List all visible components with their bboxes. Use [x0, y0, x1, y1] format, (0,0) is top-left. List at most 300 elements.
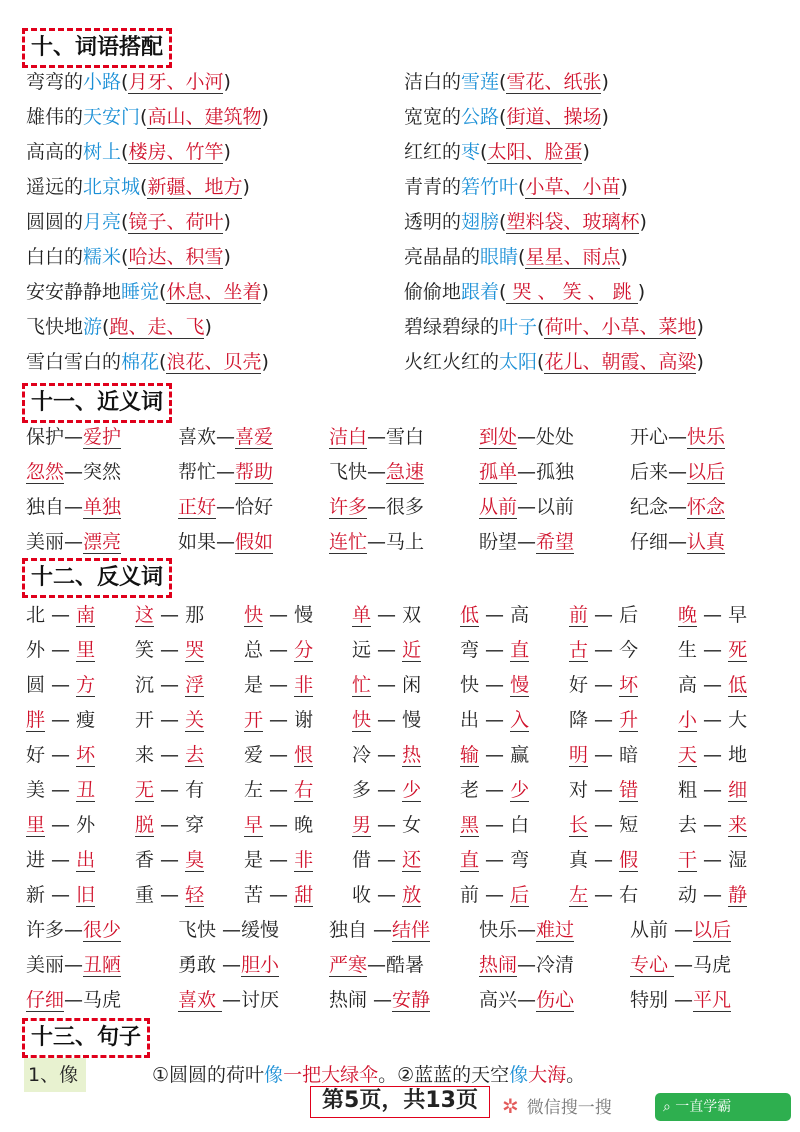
antonym-pair: [678, 808, 747, 842]
synonym-word: 喜欢: [178, 426, 217, 448]
antonym-word-pair: [479, 983, 574, 1017]
antonym-word: 开: [135, 709, 155, 731]
collocation-answer: 雪花、纸张: [506, 71, 602, 93]
synonym-word: 到处: [479, 426, 518, 448]
antonym-pair: [135, 773, 204, 807]
antonym-pair: [569, 598, 638, 632]
synonym-word: 假如: [235, 531, 274, 553]
synonym-word: 快乐: [687, 426, 726, 448]
synonym-word: 洁白: [329, 426, 368, 448]
collocation-item: [26, 205, 231, 239]
antonym-dash: —: [263, 814, 295, 836]
antonym-word: 假: [619, 849, 639, 871]
antonym-pair: [26, 843, 95, 877]
antonym-word-dash: —: [64, 989, 84, 1011]
sentence-text: 。: [566, 1064, 586, 1086]
collocation-answer: 小草、小苗: [525, 176, 621, 198]
antonym-pair: [26, 808, 95, 842]
antonym-word: 笑: [135, 639, 155, 661]
antonym-word: 左: [569, 884, 589, 906]
antonym-dash: —: [697, 814, 729, 836]
synonym-dash: —: [367, 426, 387, 448]
collocation-prefix: 白白的: [26, 246, 84, 268]
antonym-word: 还: [402, 849, 422, 871]
synonym-word: 以后: [687, 461, 726, 483]
collocation-answer: 荷叶、小草、菜地: [544, 316, 697, 338]
antonym-word: 慢: [294, 604, 314, 626]
antonym-word-word: 飞快: [178, 919, 223, 941]
antonym-pair: [569, 703, 638, 737]
antonym-word: 弯: [510, 849, 530, 871]
collocation-item: [26, 240, 231, 274]
antonym-word: 非: [294, 674, 314, 696]
synonym-pair: [630, 490, 725, 524]
antonym-dash: —: [45, 639, 77, 661]
collocation-prefix: 偷偷地: [404, 281, 462, 303]
antonym-word: 降: [569, 709, 589, 731]
antonym-word-word: 高兴: [479, 989, 518, 1011]
collocation-item: [26, 65, 231, 99]
antonym-pair: [135, 878, 204, 912]
antonym-word: 来: [135, 744, 155, 766]
antonym-pair: [352, 808, 421, 842]
wechat-search-text: 微信搜一搜: [526, 1098, 612, 1118]
antonym-word-dash: —: [674, 954, 694, 976]
paren-open: (: [537, 316, 545, 338]
collocation-prefix: 飞快地: [26, 316, 84, 338]
antonym-dash: —: [45, 674, 77, 696]
antonym-word-word: 胆小: [241, 954, 280, 976]
antonym-word-pair: [479, 913, 574, 947]
collocation-noun: 月亮: [83, 211, 122, 233]
antonym-word: 北: [26, 604, 46, 626]
antonym-dash: —: [588, 884, 620, 906]
antonym-pair: [135, 633, 204, 667]
paren-close: ): [223, 141, 231, 163]
antonym-pair: [352, 633, 421, 667]
antonym-pair: [26, 878, 95, 912]
antonym-pair: [135, 738, 204, 772]
antonym-word: 脱: [135, 814, 155, 836]
antonym-word: 天: [678, 744, 698, 766]
antonym-word: 香: [135, 849, 155, 871]
antonym-word: 低: [728, 674, 748, 696]
antonym-dash: —: [588, 674, 620, 696]
antonym-pair: [460, 668, 529, 702]
antonym-row: [26, 878, 786, 912]
paren-close: ): [620, 176, 628, 198]
collocation-row: [26, 240, 786, 274]
synonym-dash: —: [517, 531, 537, 553]
synonym-pair: [26, 525, 121, 559]
collocation-item: [404, 135, 590, 169]
synonym-dash: —: [517, 496, 537, 518]
synonym-dash: —: [367, 496, 387, 518]
search-button[interactable]: [655, 1093, 791, 1121]
synonym-pair: [479, 455, 574, 489]
antonym-word-word: 平凡: [693, 989, 732, 1011]
collocation-prefix: 火红火红的: [404, 351, 500, 373]
antonym-dash: —: [371, 639, 403, 661]
synonym-pair: [479, 420, 574, 454]
sentence-label: 1、像: [24, 1058, 86, 1092]
antonym-word-word: 结伴: [392, 919, 431, 941]
antonym-word-word: 冷清: [536, 954, 575, 976]
antonym-word-dash: —: [373, 989, 393, 1011]
antonym-pair: [244, 633, 313, 667]
antonym-word: 外: [76, 814, 96, 836]
collocation-item: [404, 240, 628, 274]
paren-open: (: [499, 281, 507, 303]
antonym-dash: —: [371, 849, 403, 871]
antonym-word-pair: [329, 913, 430, 947]
antonym-word: 冷: [352, 744, 372, 766]
antonym-word: 瘦: [76, 709, 96, 731]
antonym-word: 白: [510, 814, 530, 836]
antonym-dash: —: [371, 884, 403, 906]
antonym-word-pair: [26, 948, 121, 982]
antonym-dash: —: [154, 814, 186, 836]
antonym-word-word: 很少: [83, 919, 122, 941]
wechat-search-logo-icon: ✲: [502, 1094, 519, 1118]
antonym-pair: [460, 808, 529, 842]
paren-close: ): [261, 281, 269, 303]
antonym-word: 弯: [460, 639, 480, 661]
antonym-pair: [244, 843, 313, 877]
paren-open: (: [121, 71, 129, 93]
paren-close: ): [261, 106, 269, 128]
antonym-word: 后: [510, 884, 530, 906]
antonym-pair: [26, 668, 95, 702]
synonym-word: 爱护: [83, 426, 122, 448]
paren-open: (: [499, 71, 507, 93]
antonym-dash: —: [479, 884, 511, 906]
antonym-pair: [678, 703, 747, 737]
collocation-item: [26, 275, 269, 309]
synonym-word: 怀念: [687, 496, 726, 518]
paren-close: ): [204, 316, 212, 338]
antonym-word: 直: [460, 849, 480, 871]
antonym-row: [26, 633, 786, 667]
collocation-item: [404, 170, 628, 204]
synonym-pair: [178, 455, 273, 489]
antonym-word-dash: —: [222, 989, 242, 1011]
antonym-word: 这: [135, 604, 155, 626]
antonym-word-dash: —: [373, 919, 393, 941]
synonym-dash: —: [668, 426, 688, 448]
antonym-word: 细: [728, 779, 748, 801]
antonym-dash: —: [371, 709, 403, 731]
antonym-word-dash: —: [222, 919, 242, 941]
antonym-dash: —: [588, 849, 620, 871]
antonym-word-word: 安静: [392, 989, 431, 1011]
antonym-word: 哭: [185, 639, 205, 661]
antonym-dash: —: [479, 779, 511, 801]
antonym-word-word: 从前: [630, 919, 675, 941]
synonym-dash: —: [64, 531, 84, 553]
collocation-prefix: 雪白雪白的: [26, 351, 122, 373]
paren-close: ): [637, 281, 646, 303]
synonym-word: 孤独: [536, 461, 575, 483]
antonym-pair: [244, 773, 313, 807]
paren-open: (: [159, 281, 167, 303]
antonym-word: 少: [510, 779, 530, 801]
antonym-word: 好: [26, 744, 46, 766]
antonym-dash: —: [371, 814, 403, 836]
heading-10: 十、词语搭配: [22, 28, 172, 68]
antonym-word: 单: [352, 604, 372, 626]
antonym-word: 升: [619, 709, 639, 731]
collocation-row: [26, 345, 786, 379]
antonym-word: 晚: [678, 604, 698, 626]
antonym-dash: —: [45, 884, 77, 906]
antonym-word-pair: [479, 948, 574, 982]
antonym-word: 入: [510, 709, 530, 731]
antonym-row: [26, 808, 786, 842]
antonym-pair: [244, 598, 313, 632]
antonym-pair: [460, 633, 529, 667]
antonym-word: 那: [185, 604, 205, 626]
collocation-prefix: 雄伟的: [26, 106, 84, 128]
sentence-text: ①圆圆的荷叶: [152, 1064, 265, 1086]
antonym-dash: —: [154, 674, 186, 696]
antonym-word: 低: [460, 604, 480, 626]
collocation-prefix: 透明的: [404, 211, 462, 233]
antonym-word: 坏: [619, 674, 639, 696]
heading-11: 十一、近义词: [22, 383, 172, 423]
antonym-word-word: 严寒: [329, 954, 368, 976]
collocation-answer: 月牙、小河: [128, 71, 224, 93]
antonym-pair: [569, 773, 638, 807]
antonym-word: 热: [402, 744, 422, 766]
synonym-dash: —: [517, 461, 537, 483]
antonym-word-pair: [178, 983, 279, 1017]
antonym-pair: [678, 738, 747, 772]
collocation-noun: 天安门: [83, 106, 141, 128]
antonym-word-pair: [329, 983, 430, 1017]
collocation-prefix: 安安静静地: [26, 281, 122, 303]
antonym-pair: [678, 598, 747, 632]
antonym-row: [26, 703, 786, 737]
antonym-dash: —: [588, 709, 620, 731]
antonym-word-pair: [329, 948, 424, 982]
antonym-word-dash: —: [64, 919, 84, 941]
antonym-word: 关: [185, 709, 205, 731]
antonym-pair: [460, 878, 529, 912]
antonym-word: 出: [76, 849, 96, 871]
antonym-word-word: 丑陋: [83, 954, 122, 976]
collocation-noun: 棉花: [121, 351, 160, 373]
antonym-word: 右: [294, 779, 314, 801]
antonym-word: 总: [244, 639, 264, 661]
antonym-pair: [460, 598, 529, 632]
collocation-item: [404, 205, 647, 239]
antonym-word: 放: [402, 884, 422, 906]
antonym-dash: —: [588, 779, 620, 801]
antonym-dash: —: [479, 744, 511, 766]
antonym-word: 圆: [26, 674, 46, 696]
paren-close: ): [620, 246, 628, 268]
antonym-word: 赢: [510, 744, 530, 766]
antonym-dash: —: [263, 604, 295, 626]
antonym-dash: —: [45, 604, 77, 626]
antonym-word: 有: [185, 779, 205, 801]
antonym-word: 右: [619, 884, 639, 906]
synonym-dash: —: [64, 461, 84, 483]
antonym-dash: —: [371, 604, 403, 626]
collocation-answer: 高山、建筑物: [147, 106, 262, 128]
antonym-dash: —: [263, 674, 295, 696]
synonym-dash: —: [64, 496, 84, 518]
synonym-word: 后来: [630, 461, 669, 483]
antonym-word: 穿: [185, 814, 205, 836]
antonym-word: 少: [402, 779, 422, 801]
collocation-item: [404, 310, 704, 344]
antonym-word: 里: [76, 639, 96, 661]
antonym-row: [26, 668, 786, 702]
synonym-word: 处处: [536, 426, 575, 448]
synonym-word: 单独: [83, 496, 122, 518]
antonym-pair: [352, 598, 421, 632]
synonym-dash: —: [668, 531, 688, 553]
antonym-pair: [244, 738, 313, 772]
antonym-word: 非: [294, 849, 314, 871]
paren-close: ): [223, 211, 231, 233]
antonym-dash: —: [479, 814, 511, 836]
antonym-dash: —: [263, 849, 295, 871]
antonym-dash: —: [371, 779, 403, 801]
antonym-word-word: 快乐: [479, 919, 518, 941]
antonym-word-word: 难过: [536, 919, 575, 941]
antonym-pair: [569, 808, 638, 842]
antonym-word: 大: [728, 709, 748, 731]
antonym-word-word: 酷暑: [386, 954, 425, 976]
antonym-word: 前: [569, 604, 589, 626]
sentence-keyword: 像: [509, 1064, 529, 1086]
antonym-word-dash: —: [64, 954, 84, 976]
collocation-answer: 哭 、 笑 、 跳: [506, 281, 638, 303]
antonym-word: 胖: [26, 709, 46, 731]
antonym-pair: [135, 843, 204, 877]
collocation-prefix: 红红的: [404, 141, 462, 163]
wechat-search-label: [502, 1092, 612, 1120]
collocation-prefix: 高高的: [26, 141, 84, 163]
antonym-word: 男: [352, 814, 372, 836]
collocation-prefix: 碧绿碧绿的: [404, 316, 500, 338]
collocation-answer: 太阳、脸蛋: [487, 141, 583, 163]
collocation-item: [26, 310, 212, 344]
antonym-dash: —: [479, 639, 511, 661]
collocation-item: [26, 100, 269, 134]
collocation-answer: 浪花、贝壳: [166, 351, 262, 373]
antonym-word-row: [26, 983, 786, 1017]
collocation-noun: 游: [83, 316, 103, 338]
collocation-answer: 跑、走、飞: [109, 316, 205, 338]
antonym-word: 浮: [185, 674, 205, 696]
synonym-pair: [178, 525, 273, 559]
antonym-dash: —: [697, 849, 729, 871]
synonym-row: [26, 525, 786, 559]
antonym-word-word: 特别: [630, 989, 675, 1011]
synonym-word: 急速: [386, 461, 425, 483]
antonym-dash: —: [588, 814, 620, 836]
antonym-word: 快: [352, 709, 372, 731]
antonym-dash: —: [697, 639, 729, 661]
antonym-word: 臭: [185, 849, 205, 871]
synonym-pair: [329, 420, 424, 454]
collocation-item: [404, 65, 609, 99]
heading-13: 十三、句子: [22, 1018, 150, 1058]
antonym-pair: [352, 703, 421, 737]
synonym-row: [26, 420, 786, 454]
synonym-word: 开心: [630, 426, 669, 448]
synonym-pair: [26, 490, 121, 524]
synonym-dash: —: [367, 531, 387, 553]
antonym-word-word: 讨厌: [241, 989, 280, 1011]
antonym-word: 老: [460, 779, 480, 801]
antonym-dash: —: [371, 674, 403, 696]
paren-close: ): [639, 211, 647, 233]
antonym-word: 左: [244, 779, 264, 801]
collocation-noun: 糯米: [83, 246, 122, 268]
paren-open: (: [480, 141, 488, 163]
antonym-word: 小: [678, 709, 698, 731]
antonym-word: 旧: [76, 884, 96, 906]
antonym-pair: [678, 843, 747, 877]
synonym-pair: [630, 420, 725, 454]
paren-close: ): [223, 246, 231, 268]
antonym-word: 谢: [294, 709, 314, 731]
antonym-dash: —: [154, 884, 186, 906]
antonym-word: 近: [402, 639, 422, 661]
collocation-answer: 楼房、竹竿: [128, 141, 224, 163]
antonym-word: 黑: [460, 814, 480, 836]
sentence-keyword: 像: [264, 1064, 284, 1086]
antonym-pair: [678, 878, 747, 912]
paren-close: ): [696, 351, 704, 373]
antonym-dash: —: [263, 639, 295, 661]
paren-open: (: [121, 246, 129, 268]
collocation-item: [404, 100, 609, 134]
antonym-word: 坏: [76, 744, 96, 766]
synonym-pair: [329, 455, 424, 489]
antonym-word: 快: [244, 604, 264, 626]
sentence-answer: 一把大绿伞: [283, 1064, 379, 1086]
antonym-dash: —: [697, 604, 729, 626]
synonym-word: 喜爱: [235, 426, 274, 448]
synonym-word: 孤单: [479, 461, 518, 483]
antonym-word-pair: [178, 913, 279, 947]
synonym-dash: —: [216, 426, 236, 448]
antonym-word-dash: —: [367, 954, 387, 976]
paren-open: (: [518, 246, 526, 268]
antonym-dash: —: [45, 849, 77, 871]
antonym-word: 来: [728, 814, 748, 836]
antonym-word: 重: [135, 884, 155, 906]
antonym-word: 出: [460, 709, 480, 731]
collocation-noun: 北京城: [83, 176, 141, 198]
antonym-word: 甜: [294, 884, 314, 906]
antonym-pair: [569, 668, 638, 702]
antonym-word: 苦: [244, 884, 264, 906]
antonym-word: 多: [352, 779, 372, 801]
antonym-pair: [135, 808, 204, 842]
antonym-dash: —: [588, 639, 620, 661]
antonym-pair: [352, 843, 421, 877]
synonym-word: 认真: [687, 531, 726, 553]
antonym-dash: —: [263, 709, 295, 731]
synonym-dash: —: [216, 496, 236, 518]
